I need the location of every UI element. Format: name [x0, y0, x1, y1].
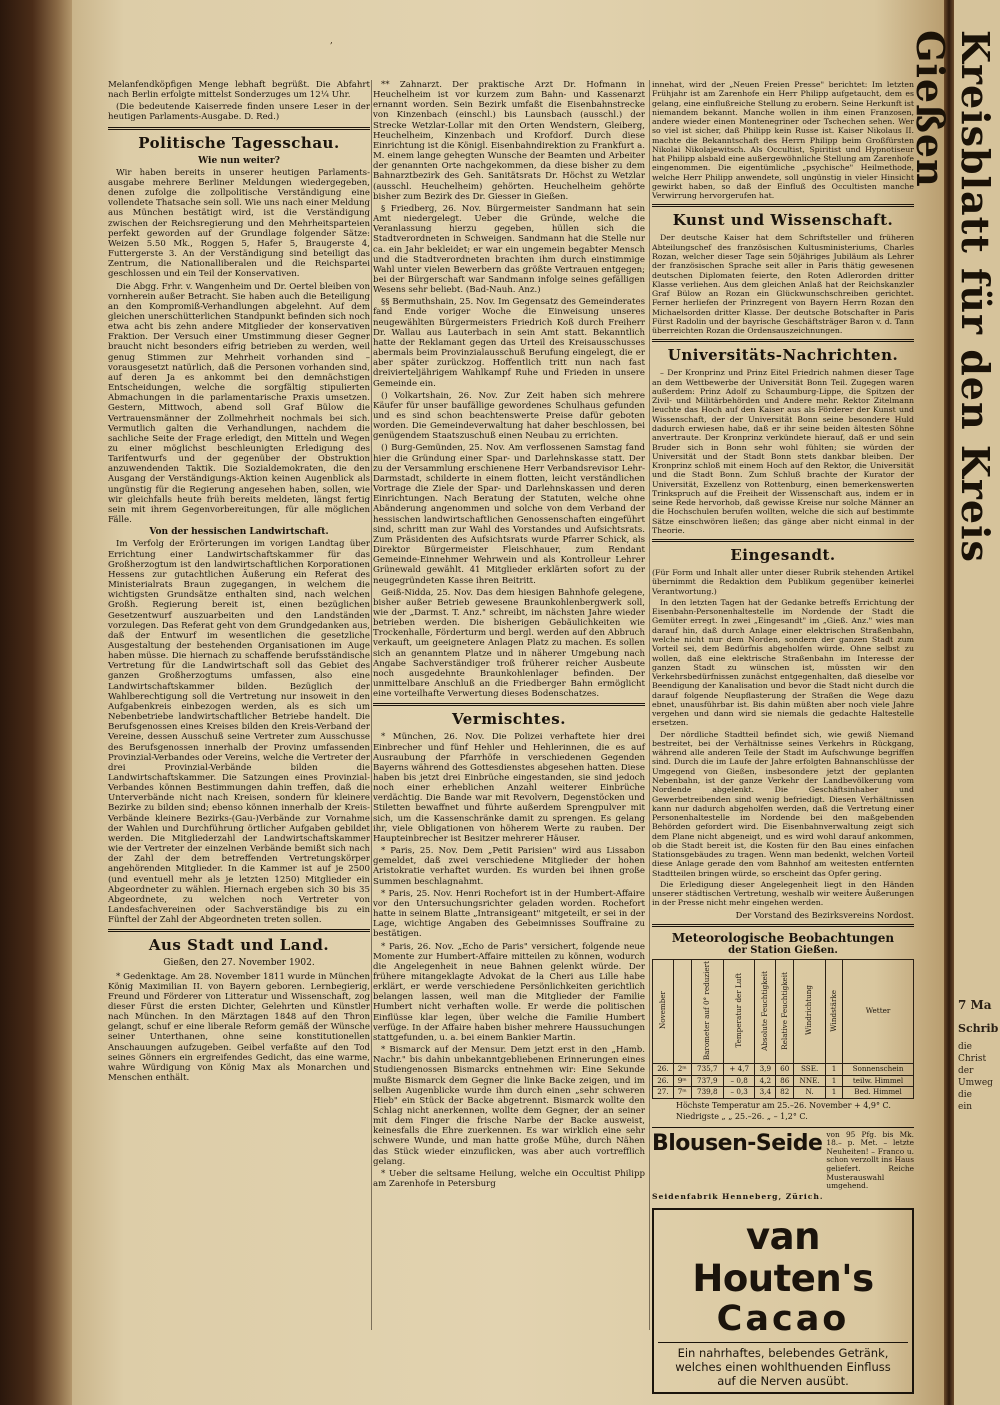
weather-col-header: November: [653, 959, 674, 1064]
section-heading: Aus Stadt und Land.: [148, 936, 330, 955]
article-paragraph: In den letzten Tagen hat der Gedanke betreffs Errichtung der Eisenbahn-Personenhaltestelle im Nordende der Stadt die Gemüter erregt. In zwei „Eingesandt" im „Gieß. Anz." wies man darauf hin, daß durch Anlage einer elektrischen Straßenbahn, welche nicht nur dem Norden, sondern der ganzen Stadt zum Vorteil sei, dem Bedürfnis abgeholfen würde. Ohne selbst zu wollen, daß eine elektrische Straßenbahn im Interesse der ganzen Stadt zu wünschen ist, müssten wir den Verkehrsbedürfnissen zunächst entgegenhalten, daß dieselbe vor Beendigung der Kanalisation und bevor die Stadt nicht durch die darauf folgende Neupflasterung der Straßen die Wege dazu ebnet, unausführbar ist. Bis dahin müßten aber noch viele Jahre vergehen und dann wird sie niemals die gedachte Haltestelle ersetzen.: [652, 597, 914, 728]
article-paragraph: () Volkartshain, 26. Nov. Zur Zeit haben sich mehrere Käufer für unser baufällige gewordenes Schulhaus gefunden und es sind schon beachtenswerte Preise dafür geboten worden. Die Gemeindeverwaltung hat daher beschlossen, bei genügendem Staatszuschuß einen Neubau zu errichten.: [373, 390, 645, 442]
weather-table-subtitle: der Station Gießen.: [728, 944, 838, 956]
edge-fragment: die: [958, 1090, 972, 1100]
article-paragraph: Die Erledigung dieser Angelegenheit liegt in den Händen unserer städtischen Vertretung, weshalb wir weitere Äußerungen in der Presse nicht mehr eingehen werden.: [652, 879, 914, 908]
article-paragraph: * Bismarck auf der Mensur. Dem jetzt erst in den „Hamb. Nachr." bis dahin unbekanntgebliebenen Erinnerungen eines Studiengenossen Bismarcks entnehmen wir: Eine Sekunde mußte Bismarck dem Gegner die linke Backe zeigen, und im selben Augenblicke wurde ihm durch einen „sehr schweren Hieb" ein Stück der Backe abgetrennt. Bismarck wollte den Schlag nicht anerkennen, wollte dem Gegner, der an seiner mit dem Finger die frische Narbe der Backe ausweist, keinesfalls die Ehre zuerkennen. Es war wirklich eine sehr schwere Wunde, und man hatte große Mühe, durch Nähen das Stück wieder einzuflicken, was aber auch vortrefflich gelang.: [373, 1045, 645, 1167]
cacao-ad-tagline-line: Ein nahrhaftes, belebendes Getränk,: [677, 1345, 889, 1360]
divider: [373, 703, 645, 706]
section-heading: Eingesandt.: [730, 546, 836, 565]
article-paragraph: * Paris, 26. Nov. „Echo de Paris" versichert, folgende neue Momente zur Humbert-Affaire mitteilen zu können, wodurch die Angelegenheit in neue Bahnen gelenkt würde. Der frühere mitangeklagte Advokat de la Cheri aus Lille habe erklärt, er werde verschiedene Persönlichkeiten gerichtlich belangen lassen, weil man die Mitglieder der Familie Humbert nicht verhaften wolle. Er werde die politischen Einflüsse klar legen, über welche die Familie Humbert verfüge. In der Affaire haben bisher mehrere Haussuchungen stattgefunden, u. a. bei einem Bankier Martin.: [373, 941, 645, 1043]
van-houten-cacao-advertisement: [652, 1208, 914, 1394]
edge-fragment: Christ: [958, 1054, 987, 1064]
article-paragraph: * Paris, 25. Nov. Dem „Petit Parisien" wird aus Lissabon gemeldet, daß zwei verschiedene Mitglieder der hohen Aristokratie verhaftet wurden. Es wurden bei ihnen große Summen beschlagnahmt.: [373, 846, 645, 887]
editorial-note: (Die bedeutende Kaiserrede finden unsere Leser in der heutigen Parlaments-Ausgabe. D. Red.): [108, 102, 370, 123]
cacao-ad-brand: van Houten's: [692, 1214, 874, 1300]
divider: [108, 127, 370, 130]
article-paragraph: Der nördliche Stadtteil befindet sich, wie gewiß Niemand bestreitet, bei der Verhältnisse seines Verkehrs in Rückgang, während alle anderen Teile der Stadt im Aufschwunge begriffen sind. Durch die im Laufe der Jahre erfolgten Bahnanschlüsse der Umgegend von Gießen, insbesondere jetzt der geplanten Nebenbahn, ist der ganze Verkehr der Landbevölkerung vom Nordende abgelenkt. Die Geschäftsinhaber und Gewerbetreibenden sind wenig befriedigt. Diesen Verhältnissen kann nur dadurch abgeholfen werden, daß die Vertretung einer Personenhaltestelle im Nordende bei den maßgebenden Behörden gefordert wird. Die Eisenbahnverwaltung zeigt sich dem Plane nicht abgeneigt, und es wird wohl darauf ankommen, ob die Stadt bereit ist, die Kosten für den Bau eines einfachen Stationsgebäudes zu tragen. Wenn man bedenkt, welchen Vorteil diese Anlage gerade den vom Bahnhof am weitesten entfernten Stadtteilen bringen würde, so erscheint das Opfer gering.: [652, 729, 914, 878]
weather-extreme-high: Höchste Temperatur am 25.–26. November + 4,9° C.: [676, 1100, 891, 1110]
article-paragraph: Die Abgg. Frhr. v. Wangenheim und Dr. Oertel bleiben von vornherein außer Betracht. Sie haben auch die Beteiligung an den Kompromiß-Verhandlungen abgelehnt. Auf dem gleichen unerschütterlichen Standpunkt befinden sich noch etwa acht bis zehn andere Mitglieder der konservativen Fraktion. Der Versuch einer Umstimmung dieser Gegner braucht nicht besonders eifrig betrieben zu werden, weil genug Stimmen zur Mehrheit vorhanden sind – vorausgesetzt natürlich, daß die Personen vorhanden sind, auf deren Ja es ankommt bei den demnächstigen Entscheidungen, welche die sorgfältig stipulierten Abmachungen in die parlamentarische Praxis umsetzen. Gestern, Mittwoch, abend soll Graf Bülow die Vertrauensmänner der Zollmehrheit nochmals bei sich. Vermutlich galten die Verhandlungen, nachdem die sachliche Seite der Frage erledigt, den Mitteln und Wegen zu einer möglichst beschleunigten Erledigung des Tarifentwurfs und der gegenüber der Obstruktion anzuwendenden Taktik. Die Sozialdemokraten, die den Ausgang der Verständigungs-Aktion keinen Augenblick als ungünstig für die Regierung angesehen haben, sollen, wie wir gleichfalls heute früh bereits meldeten, längst fertig sein mit ihrem Gegenvorbereitungen, für alle möglichen Fälle.: [108, 281, 370, 526]
cacao-ad-tagline-line: welches einen wohlthuenden Einfluss: [675, 1359, 891, 1374]
section-heading: Politische Tagesschau.: [138, 133, 340, 152]
book-binding-left: [0, 0, 72, 1405]
article-paragraph: Wir haben bereits in unserer heutigen Parlaments-ausgabe mehrere Berliner Meldungen wiedergegeben, denen zufolge die zollpolitische Verständigung eine vollendete Thatsache sein soll. Wie uns nach einer Meldung aus München bestätigt wird, ist die Verständigung zwischen der Reichsregierung und den Mehrheitsparteien perfekt geworden auf der Grundlage folgender Sätze: Weizen 5.50 Mk., Roggen 5, Hafer 5, Braugerste 4, Futtergerste 3. An der Verständigung sind beteiligt das Zentrum, die Nationalliberalen und die Reichspartei geschlossen und ein Teil der Konservativen.: [108, 167, 370, 280]
edge-fragment: ein: [958, 1102, 973, 1112]
cacao-ad-product: Cacao: [716, 1298, 850, 1339]
column-2: [373, 80, 645, 1191]
article-paragraph: Geiß-Nidda, 25. Nov. Das dem hiesigen Bahnhofe gelegene, bisher außer Betrieb gewesene Braunkohlenbergwerk soll, wie der „Darmst. T. Anz." schreibt, im nächsten Jahre wieder betrieben werden. Die bisherigen Gebäulichkeiten wie Trockenhalle, Förderturm und bergl. werden auf den Abbruch verkauft, um geeignetere Anlagen Platz zu machen. Es sollen sich an genanntem Platze und in näherer Umgebung nach Angabe Sachverständiger troß früherer reicher Ausbeute noch ausgedehnte Braunkohlenlager befinden. Der unmittelbare Anschluß an die Friedberger Bahn ermöglicht eine vorteilhafte Verwertung dieses Bodenschatzes.: [373, 587, 645, 700]
article-paragraph: * München, 26. Nov. Die Polizei verhaftete hier drei Einbrecher und fünf Hehler und Hehlerinnen, die es auf Ausraubung der Pfarrhöfe in verschiedenen Gegenden Bayerns während des Gottesdienstes abgesehen hatten. Diese haben bis jetzt drei Einbrüche eingestanden, sie sind jedoch noch einer erheblichen Anzahl weiterer Einbrüche verdächtig. Die Bande war mit Revolvern, Degenstöcken und Stiletten bewaffnet und führte außerdem Sprengpulver mit sich, um die Kassenschränke damit zu sprengen. Es gelang ihr, viele Obligationen von höherem Werte zu rauben. Der Haupteinbrecher ist Besitzer mehrerer Häuser.: [373, 732, 645, 844]
column-divider: [371, 80, 372, 1330]
weather-col-header: Temperatur der Luft: [724, 959, 755, 1064]
column-3: [652, 80, 914, 1394]
weather-table: [652, 959, 914, 1099]
edge-fragment: Schrib: [958, 1022, 999, 1035]
weather-col-header: Windrichtung: [794, 959, 826, 1064]
weather-col-header: Windstärke: [826, 959, 843, 1064]
cacao-ad-tagline-line: auf die Nerven ausübt.: [717, 1373, 849, 1388]
weather-table-title: Meteorologische Beobachtungen: [671, 930, 895, 945]
divider: [652, 539, 914, 542]
weather-table-row: 26. 9ᵐ 737,9 – 0,8 4,2 86 NNE. 1 teilw. Himmel: [653, 1075, 914, 1086]
weather-table-row: 26. 2ᵐ 735,7 + 4,7 3,9 60 SSE. 1 Sonnenschein: [653, 1064, 914, 1075]
weather-col-header: Barometer auf 0° reduziert: [691, 959, 723, 1064]
divider: [652, 924, 914, 927]
article-paragraph: Im Verfolg der Erörterungen im vorigen Landtag über Errichtung einer Landwirtschaftskammer für das Großherzogtum ist den landwirtschaftlichen Korporationen Hessens zur gutachtlichen Äußerung ein Referat des Ministerialrats Braun zugegangen, in welchem die wichtigsten Grundsätze enthalten sind, nach welchen Großh. Regierung bereit ist, einen bezüglichen Gesetzentwurf auszuarbeiten und den Landständen vorzulegen. Das Referat geht von dem Grundgedanken aus, daß der Entwurf im wesentlichen die gesetzliche Ausgestaltung der bestehenden Organisationen im Auge haben müsse. Die hiernach zu schaffende berufsständische Vertretung für die Landwirtschaft soll das Gebiet des ganzen Großherzogtums umfassen, also eine Landwirtschaftskammer bilden. Bezüglich der Wahlberechtigung soll die Vertretung nur insoweit in den Aufgabenkreis einbezogen werden, als es sich um Nebenbetriebe landwirtschaftlicher Betriebe handelt. Die Berufsgenossen eines Kreises bilden den Kreis-Verband der Vereine, dessen Ausschuß seine Vertreter zum Ausschusse des Berufsgenossen innerhalb der Provinz umfassenden Provinzial-Verbandes oder Vereins, welche die Vertreter der drei Provinzial-Verbände bilden die Landwirtschaftskammer. Die Satzungen eines Provinzial-Verbandes können Bestimmungen dahin treffen, daß die Unterverbände nicht nach Kreisen, sondern für kleinere Bezirke zu bilden sind; ebenso können innerhalb der Kreis-Verbände kleinere Bezirks-(Gau-)Verbände zur Vornahme der Wahlen und Durchführung örtlicher Aufgaben gebildet werden. Die Mitgliederzahl der Landwirtschaftskammer wie der Vertreter der einzelnen Verbände bemißt sich nach der Zahl der dem betreffenden Vertretungskörper angehörenden Mitglieder. In die Kammer ist auf je 2500 (und eventuell mehr als je letzten 1250) Mitglieder ein Abgeordneter zu wählen. Hiernach ergeben sich 30 bis 35 Abgeordnete, zu welchen noch Vertreter von Landesfachvereinen oder Sachverständige bis zu ein Fünftel der Zahl der Abgeordneten treten sollen.: [108, 539, 370, 926]
weather-col-header: [673, 959, 691, 1064]
edge-fragment: Umweg: [958, 1078, 993, 1088]
divider: [652, 204, 914, 207]
article-paragraph: Der deutsche Kaiser hat dem Schriftsteller und früheren Abteilungschef des französischen Kultusministeriums, Charles Rozan, welcher dieser Tage sein 50jähriges Jubiläum als Lehrer der französischen Sprache seit aller in Paris thätig gewesenen deutschen Diplomaten feierte, den Roten Adlerorden dritter Klasse verliehen. Aus dem gleichen Anlaß hat der Reichskanzler Graf Bülow an Rozan ein Glückwunschschreiben gerichtet. Ferner herliefen der Prinzregent von Bayern Herrn Rozan den Michaelsorden dritter Klasse. Der deutsche Botschafter in Paris Fürst Radolin und der bayrische Geschäftsträger Baron v. d. Tann überreichten Rozan die Ordensauszeichnungen.: [652, 233, 914, 336]
page-mark: ,: [330, 36, 333, 46]
cacao-ad-tagline: [658, 1342, 908, 1388]
subheading: Von der hessischen Landwirtschaft.: [149, 527, 329, 538]
article-paragraph: – Der Kronprinz und Prinz Eitel Friedrich nahmen dieser Tage an dem Wettbewerbe der Universität Bonn Teil. Zugegen waren außerdem: Prinz Adolf zu Schaumburg-Lippe, die Spitzen der Zivil- und Militärbehörden und Andere mehr. Rektor Zitelmann leuchte das Hoch auf den Kaiser aus als Förderer der Kunst und Wissenschaft, der der Universität Bonn seine besondere Huld dadurch erwiesen habe, daß er ihr seine beiden ältesten Söhne anvertraute. Der Kronprinz verkündete hierauf, daß er und sein Bruder sich in Bonn sehr wohl fühlten; sie würden der Universität und der Stadt Bonn stets dankbar bleiben. Der Kronprinz schloß mit einem Hoch auf den Rektor, die Universität und die Stadt Bonn. Zum Schluß brachte der Kurator der Universität, Exzellenz von Rottenburg, einen bemerkenswerten Trinkspruch auf die Freiheit der Wissenschaft aus, indem er in seine Rede hervorhob, daß gewisse Kreise nur solche Männer an die Hochschulen berufen wollten, welche die sich auf bestimmte Sätze einschwören ließen; das gänge aber nicht einmal in der Theorie.: [652, 368, 914, 535]
article-paragraph: * Ueber die seltsame Heilung, welche ein Occultist Philipp am Zarenhofe in Petersburg: [373, 1168, 645, 1190]
intro-paragraph: Melanfendköpfigen Menge lebhaft begrüßt. Die Abfahrt nach Berlin erfolgte mittelst Sonderzuges um 12¼ Uhr.: [108, 80, 370, 101]
signature: Der Vorstand des Bezirksvereins Nordost.: [735, 909, 914, 920]
edge-fragment: die: [958, 1042, 972, 1052]
subheading: Wie nun weiter?: [198, 155, 280, 166]
article-paragraph: §§ Bermuthshain, 25. Nov. Im Gegensatz des Gemeinderates fand Ende voriger Woche die Einweisung unseres neugewählten Bürgermeisters Friedrich Koß durch Freiherr Dr. Wallau aus Lauterbach in sein Amt statt. Bekanntlich hatte der Reklamant gegen das Urteil des Kreisausschusses abermals beim Provinzialausschuß Berufung eingelegt, die er aber später zurückzog. Hoffentlich tritt nun nach fast dreivierteljährigem Wahlkampf Ruhe und Frieden in unsere Gemeinde ein.: [373, 297, 645, 389]
masthead-vertical: Kreisblatt für den Kreis Gießen: [908, 30, 998, 563]
blouse-silk-advertisement: [652, 1127, 914, 1191]
weather-col-header: Relative Feuchtigkeit: [776, 959, 794, 1064]
article-paragraph: () Burg-Gemünden, 25. Nov. Am verflossenen Samstag fand hier die Gründung einer Spar- und Darlehnskasse statt. Der zu der Versammlung erschienene Herr Verbandsrevisor Lehr-Darmstadt, schilderte in einem flotten, leicht verständlichen Vortrage die Ziele der Spar- und Darlehnskassen und deren Einrichtungen. Nach Beratung der Statuten, welche ohne Abänderung angenommen und solche von dem Verband der hessischen landwirtschaftlichen Genossenschaften eingeführt sind, schritt man zur Wahl des Vorstandes und Aufsichtsrats. Zum Präsidenten des Aufsichtsrats wurde Pfarrer Schick, als Direktor Bürgermeister Fleischhauer, zum Rendant Gemeinde-Einnehmer Wehrwein und als Kontrolleur Lehrer Grünewald gewählt. 41 Mitglieder erklärten sofort zu der neugegründeten Kasse ihren Beitritt.: [373, 443, 645, 586]
column-divider: [649, 80, 650, 1330]
adjacent-page-edge: [908, 0, 1000, 1405]
dateline: Gießen, den 27. November 1902.: [163, 958, 315, 969]
weather-table-header: [653, 959, 914, 1064]
section-heading: Vermischtes.: [452, 710, 566, 729]
article-paragraph: * Gedenktage. Am 28. November 1811 wurde in München König Maximilian II. von Bayern geboren. Lernbegierig, Freund und Förderer von Litteratur und Wissenschaft, zog dieser Fürst die ersten Dichter, Gelehrten und Künstler nach München. In den Märztagen 1848 auf den Thron gelangt, schuf er eine liberale Reform gemäß der Wünsche seiner Unterthanen, ohne seine konstitutionellen Anschauungen aufzugeben. Geibel verfaßte auf den Tod seines Gönners ein ergreifendes Gedicht, das eine warme, wahre Würdigung von König Max als Monarchen und Menschen enthält.: [108, 971, 370, 1084]
blouse-ad-text: von 95 Pfg. bis Mk. 18.– p. Met. – letzte Neuheiten! – Franco u. schon verzollt ins Haus geliefert. Reiche Musterauswahl umgehend.: [826, 1129, 914, 1191]
section-heading: Kunst und Wissenschaft.: [672, 211, 894, 230]
section-heading: Universitäts-Nachrichten.: [667, 346, 899, 365]
edge-fragment: 7 Ma: [958, 998, 992, 1012]
weather-extreme-low: Niedrigste „ „ 25.–26. „ – 1,2° C.: [676, 1111, 808, 1121]
weather-table-row: 27. 7ᵐ 739,8 – 0,3 3,4 82 N. 1 Bed. Himmel: [653, 1087, 914, 1098]
article-paragraph: * Paris, 25. Nov. Henri Rochefort ist in der Humbert-Affaire vor den Untersuchungsrichter geladen worden. Rochefort hatte in seinem Blatte „Intransigeant" mitgeteilt, er sei in der Lage, wichtige Angaben des Gebeimnisses Souffraine zu bestätigen.: [373, 888, 645, 940]
blouse-ad-headline: Blousen-Seide: [652, 1130, 823, 1156]
article-paragraph: innehat, wird der „Neuen Freien Presse" berichtet: Im letzten Frühjahr ist am Zarenhofe ein Herr Philipp aufgetaucht, dem es gelang, eine einflußreiche Stellung zu erobern. Seine Herkunft ist niemandem bekannt. Manche wollen in ihm einen Franzosen, andere wieder einen Montenegriner oder Tschechen sehen. Wer so viel ist sicher, daß Philipp kein Russe ist. Kaiser Nikolaus II. machte die Bekanntschaft des Herrn Philipp beim Großfürsten Nikolai Nikolajewitsch. Als Occultist, Spiritist und Hypnotiseur hat Philipp alsbald eine außergewöhnliche Stellung am Zarenhofe eingenommen. Die eigentümliche „psychische" Heilmethode, welche Herr Philipp anwendete, soll ungünstig in vieler Hinsicht gewirkt haben, so daß der Einfluß des Occultisten manche Verwirrung hervorgerufen hat.: [652, 80, 914, 201]
weather-col-header: Wetter: [843, 959, 914, 1064]
article-paragraph: ** Zahnarzt. Der praktische Arzt Dr. Hofmann in Heuchelheim ist vor kurzem zum Bahn- und Kassenarzt ernannt worden. Sein Bezirk umfaßt die Eisenbahnstrecke von Kinzenbach (einschl.) bis Launsbach (ausschl.) der Strecke Wetzlar-Lollar mit den Orten Wendstern, Gleiberg, Heuchelheim, Kinzenbach und Krofdorf. Durch diese Einrichtung ist die Königl. Eisenbahndirektion zu Frankfurt a. M. einem lange gehegten Wunsche der Beamten und Arbeiter der genannten Orte nachgekommen, da diese bisher zu dem Bahnarztbezirk des Geh. Sanitätsrats Dr. Höchst zu Wetzlar (ausschl. Heuchelheim) gehörten. Heuchelheim gehörte bisher zum Bezirk des Dr. Giesser in Gießen.: [373, 80, 645, 202]
divider: [652, 339, 914, 342]
edge-fragment: der: [958, 1066, 974, 1076]
column-1: [108, 80, 370, 1085]
blouse-ad-firm: Seidenfabrik Henneberg, Zürich.: [652, 1191, 824, 1201]
article-paragraph: § Friedberg, 26. Nov. Bürgermeister Sandmann hat sein Amt niedergelegt. Ueber die Gründe, welche die Veranlassung hierzu gegeben, hüllen sich die Stadtverordneten in Schweigen. Sandmann hat die Stelle nur ca. ein Jahr bekleidet; er war ein ungemein begabter Mensch und die Stadtverordneten brachten ihm durch einstimmige Wahl unter vielen Bewerbern das größte Vertrauen entgegen; bei der Bürgerschaft war Sandmann infolge seines gefälligen Wesens sehr beliebt. (Bad-Nauh. Anz.): [373, 203, 645, 296]
weather-col-header: Absolute Feuchtigkeit: [755, 959, 776, 1064]
disclaimer: (Für Form und Inhalt aller unter dieser Rubrik stehenden Artikel übernimmt die Redaktion dem Publikum gegenüber keinerlei Verantwortung.): [652, 568, 914, 596]
divider: [108, 929, 370, 932]
